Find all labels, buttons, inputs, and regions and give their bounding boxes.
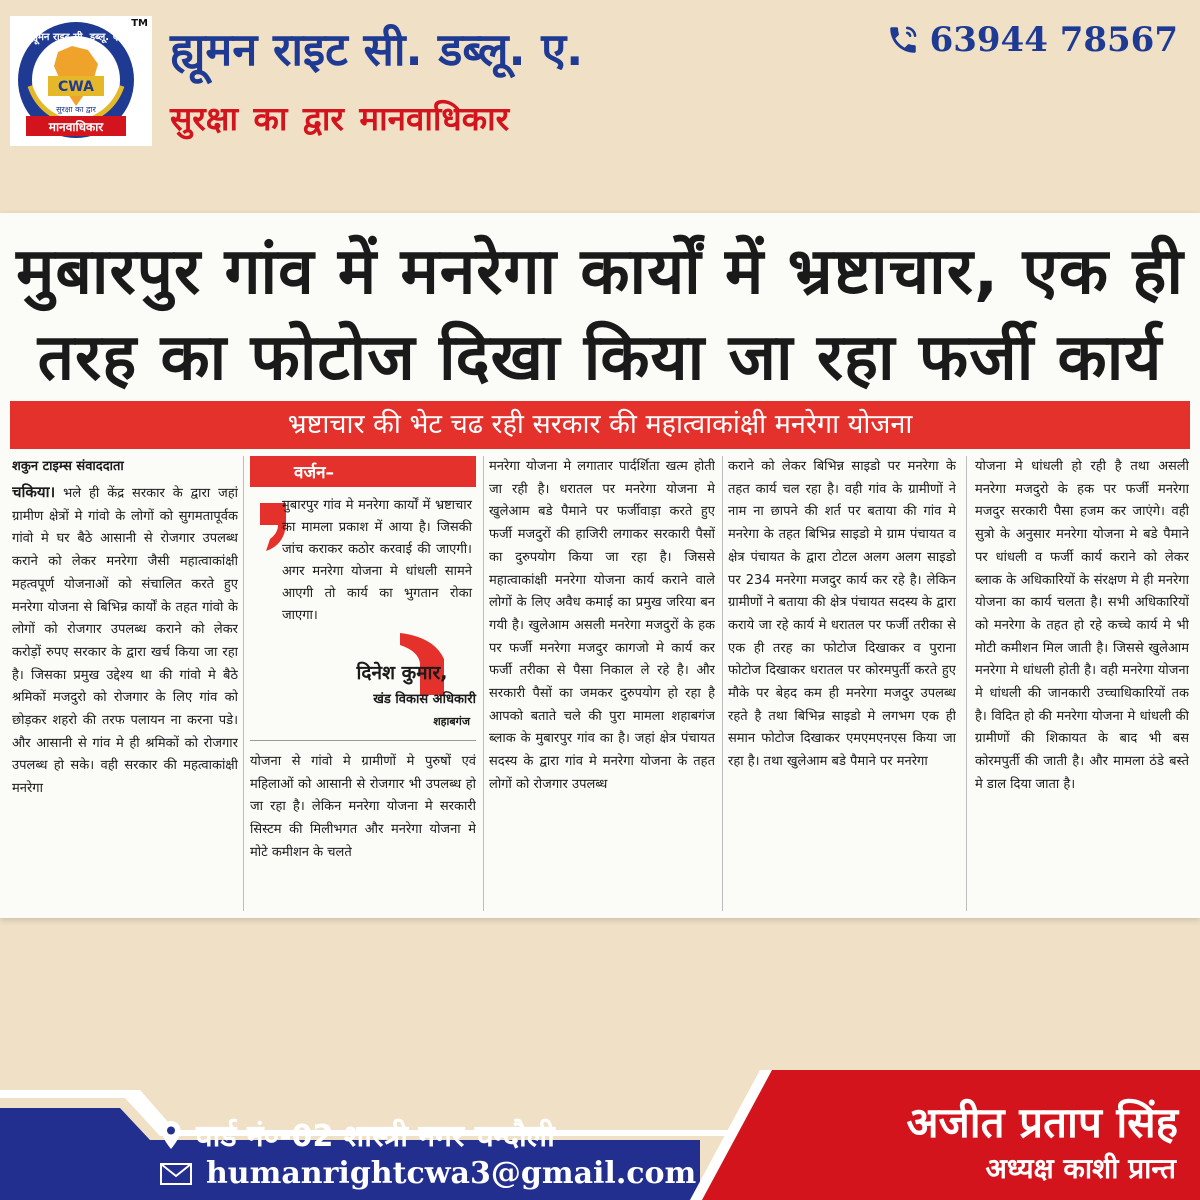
org-name: ह्यूमन राइट सी. डब्लू. ए. <box>170 23 584 76</box>
logo-tm: TM <box>131 18 148 29</box>
org-logo <box>10 16 152 146</box>
logo-ribbon-text: मानवाधिकार <box>48 120 104 134</box>
logo-center-text: CWA <box>58 79 94 95</box>
column-divider <box>483 456 484 911</box>
official-role: खंड विकास अधिकारी <box>373 692 476 707</box>
article-subhead: भ्रष्टाचार की भेट चढ रही सरकार की महात्वाकांक्षी मनरेगा योजना <box>10 401 1190 449</box>
column-divider <box>966 456 967 911</box>
article-byline: शकुन टाइम्स संवाददाता <box>12 459 124 474</box>
envelope-icon <box>160 1163 192 1185</box>
article-dateline: चकिया। <box>12 483 56 501</box>
phone-icon <box>886 23 920 57</box>
official-place: शहाबगंज <box>433 715 470 728</box>
location-pin-icon <box>160 1120 182 1150</box>
article-column-4: कराने को लेकर बिभिन्न साइडो पर मनरेगा के तहत कार्य चल रहा है। वही गांव के ग्रामीणों ने नाम ना छापने की शर्त पर बताया की गांव मे मनरेगा के तहत बिभिन्र साइडो मे ग्राम पंचायत व क्षेत्र पंचायत के द्वारा टोटल अलग अलग साइडो पर 234 मनरेगा मजदुर कार्य कर रहे है। लेकिन ग्रामीणों ने बताया की क्षेत्र पंचायत सदस्य के द्वारा कराये जा रहे कार्य मे धरातल पर फर्जी तरीका से एक ही तरह का फोटोज दिखाकर व पुराना फोटोज दिखाकर धरातल पर कोरमपुर्ती करते हुए मौके पर बेहद कम ही मनरेगा मजदुर उपलब्ध रहते है तथा बिभिन्र साइडो मे लगभग एक ही समान फोटोज दिखाकर एमएमएनएस किया जा रहा है। तथा खुलेआम बडे पैमाने पर मनरेगा <box>728 459 956 770</box>
president-title: अध्यक्ष काशी प्रान्त <box>985 1152 1176 1185</box>
quote-box-text: मुबारपुर गांव मे मनरेगा कार्यों में भ्रष्टाचार का मामला प्रकाश में आया है। जिसकी जांच कराकर कठोर करवाई की जाएगी। अगर मनरेगा योजना मे धांधली सामने आएगी तो कार्य का भुगतान रोका जाएगा। <box>282 498 472 623</box>
logo-ring-text: ह्यूमन राइट सी. डब्लू. ए. <box>30 32 122 43</box>
article-column-1-text: भले ही केंद्र सरकार के द्वारा जहां ग्रामीण क्षेत्रों मे गांवो के लोगों को सुगमतापूर्वक गांवो मे घर बैठे आसानी से रोजगार उपलब्ध कराने को लेकर मनरेगा जैसी महात्वाकांक्षी महत्वपूर्ण योजनाओं को संचालित करते हुए मनरेगा योजना से बिभिन्र कार्यों के तहत गांवो के लोगों को रोजगार उपलब्ध कराने को लेकर करोड़ों रुपए सरकार के द्वारा खर्च किया जा रहा है। जिसका प्रमुख उद्देश्य था की गांवो मे बैठे श्रमिकों मजदुरो को रोजगार के लिए गांव को छोड़कर शहरो की तरफ पलायन ना करना पडे। और आसानी से गांव मे ही श्रमिकों को रोजगार उपलब्ध हो सके। वही सरकार की महत्वाकांक्षी मनरेगा <box>12 486 238 797</box>
headline-line-2: तरह का फोटोज दिखा किया जा रहा फर्जी कार्य <box>37 321 1163 395</box>
article-column-3: मनरेगा योजना मे लगातार पार्दर्शिता खत्म होती जा रही है। धरातल पर मनरेगा योजना मे खुलेआम बडे पैमाने पर फर्जीवाड़ा करते हुए फर्जी मजदुरों की हाजिरी लगाकर सरकारी पैसों का दुरुपयोग किया जा रहा है। जिससे महात्वाकांक्षी मनरेगा योजना कार्य कराने वाले लोगों के लिए अवैध कमाई का प्रमुख जरिया बन गयी है। खुलेआम असली मनरेगा मजदुरों के हक पर फर्जी मनरेगा मजदुर कागजो मे कार्य कर फर्जी तरीका से पैसा निकाल ले रहे है। और सरकारी पैसों का जमकर दुरुपयोग हो रहा है आपको बताते चले की पुरा मामला शहाबगंज ब्लाक के मुबारपुर गांव का है। जहां क्षेत्र पंचायत सदस्य के द्वारा गांव मे मनरेगा योजना के तहत लोगों को रोजगार उपलब्ध <box>489 459 715 792</box>
quote-box-title: वर्जन– <box>250 459 476 487</box>
phone-number[interactable] <box>886 20 1178 60</box>
article-headline <box>0 213 1200 401</box>
column-divider <box>243 456 244 911</box>
column-divider <box>722 456 723 911</box>
article-column-2: योजना से गांवो मे ग्रामीणों मे पुरुषों एवं महिलाओं को आसानी से रोजगार भी उपलब्ध हो जा रहा है। लेकिन मनरेगा योजना मे सरकारी सिस्टम की मिलीभगत और मनरेगा योजना मे मोटे कमीशन के चलते <box>250 754 476 860</box>
footer-email[interactable] <box>160 1156 696 1191</box>
phone-text: 63944 78567 <box>929 20 1178 60</box>
email-text[interactable]: humanrightcwa3@gmail.com <box>206 1156 697 1191</box>
footer-address <box>160 1114 555 1155</box>
headline-line-1: मुबारपुर गांव में मनरेगा कार्यों में भ्रष्टाचार, एक ही <box>16 235 1184 309</box>
president-name: अजीत प्रताप सिंह <box>906 1098 1178 1147</box>
quote-box <box>250 456 476 741</box>
org-tagline: सुरक्षा का द्वार मानवाधिकार <box>170 99 510 138</box>
logo-motto-text: सुरक्षा का द्वार <box>56 105 96 114</box>
official-name: दिनेश कुमार, <box>356 662 448 684</box>
article-column-5: योजना मे धांधली हो रही है तथा असली मनरेगा मजदुरो के हक पर फर्जी मनरेगा मजदुर सरकारी पैसा हजम कर जाएंगे। वही सुत्रो के अनुसार मनरेगा योजना मे बडे पैमाने पर धांधली व फर्जी कार्य कराने को लेकर ब्लाक के अधिकारियों के संरक्षण मे ही मनरेगा योजना का कार्य चलता है। सभी अधिकारियों को मनरेगा के तहत हो रहे कच्चे कार्य मे भी मोटी कमीशन मिल जाती है। जिससे खुलेआम मनरेगा मे धांधली होती है। वही मनरेगा योजना मे धांधली की जानकारी उच्चाधिकारियों तक है। विदित हो की मनरेगा योजना मे धांधली की ग्रामीणों की शिकायत के बाद भी बस कोरमपुर्ती की जाती है। और मामला ठंडे बस्ते मे डाल दिया जाता है। <box>975 459 1189 792</box>
article-column-1 <box>12 481 238 911</box>
address-text: वार्ड नं०-02 शास्त्री नगर चन्दौली <box>196 1119 555 1154</box>
